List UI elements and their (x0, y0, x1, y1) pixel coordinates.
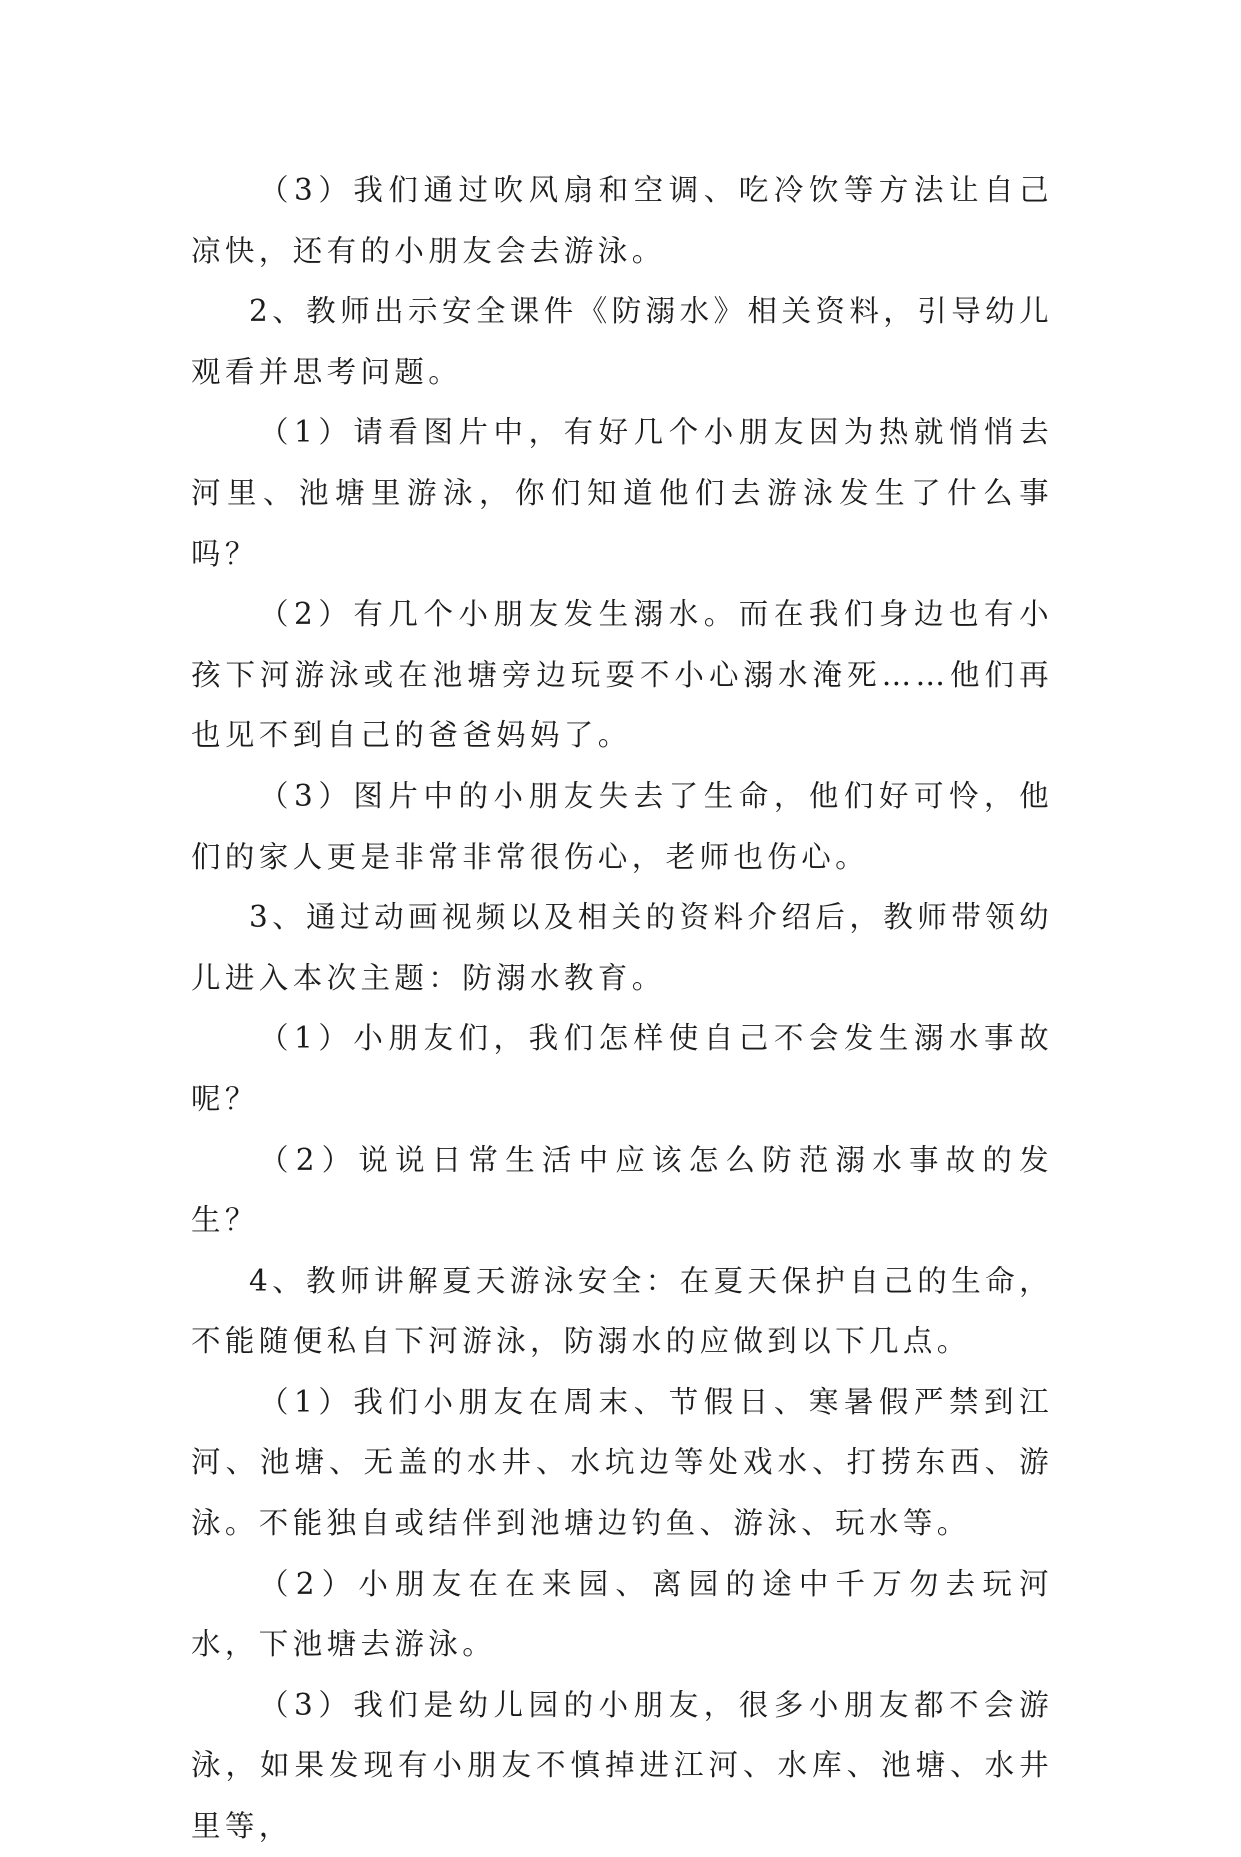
paragraph-main-item: 3、通过动画视频以及相关的资料介绍后，教师带领幼儿进入本次主题：防溺水教育。 (191, 900, 1053, 995)
paragraph-sub-item: （3）我们通过吹风扇和空调、吃冷饮等方法让自己凉快，还有的小朋友会去游泳。 (191, 173, 1053, 268)
paragraph-sub-item: （3）图片中的小朋友失去了生命，他们好可怜，他们的家人更是非常非常很伤心，老师也伤心。 (191, 778, 1053, 874)
paragraph-sub-item: （1）请看图片中，有好几个小朋友因为热就悄悄去河里、池塘里游泳，你们知道他们去游泳发生了什么事吗？ (191, 415, 1053, 571)
paragraph-sub-item: （1）小朋友们，我们怎样使自己不会发生溺水事故呢？ (191, 1021, 1053, 1116)
paragraph-sub-item: （3）我们是幼儿园的小朋友，很多小朋友都不会游泳，如果发现有小朋友不慎掉进江河、水库、池塘、水井里等， (191, 1687, 1053, 1844)
paragraph-sub-item: （2）小朋友在在来园、离园的途中千万勿去玩河水，下池塘去游泳。 (191, 1566, 1053, 1662)
document-body (191, 160, 1053, 1857)
paragraph-sub-item: （2）说说日常生活中应该怎么防范溺水事故的发生？ (191, 1142, 1053, 1238)
paragraph-sub-item: （1）我们小朋友在周末、节假日、寒暑假严禁到江河、池塘、无盖的水井、水坑边等处戏水、打捞东西、游泳。不能独自或结伴到池塘边钓鱼、游泳、玩水等。 (191, 1384, 1053, 1541)
paragraph-main-item: 4、教师讲解夏天游泳安全：在夏天保护自己的生命，不能随便私自下河游泳，防溺水的应做到以下几点。 (191, 1263, 1053, 1359)
paragraph-main-item: 2、教师出示安全课件《防溺水》相关资料，引导幼儿观看并思考问题。 (191, 294, 1053, 389)
paragraph-sub-item: （2）有几个小朋友发生溺水。而在我们身边也有小孩下河游泳或在池塘旁边玩耍不小心溺水淹死……他们再也见不到自己的爸爸妈妈了。 (191, 597, 1053, 753)
